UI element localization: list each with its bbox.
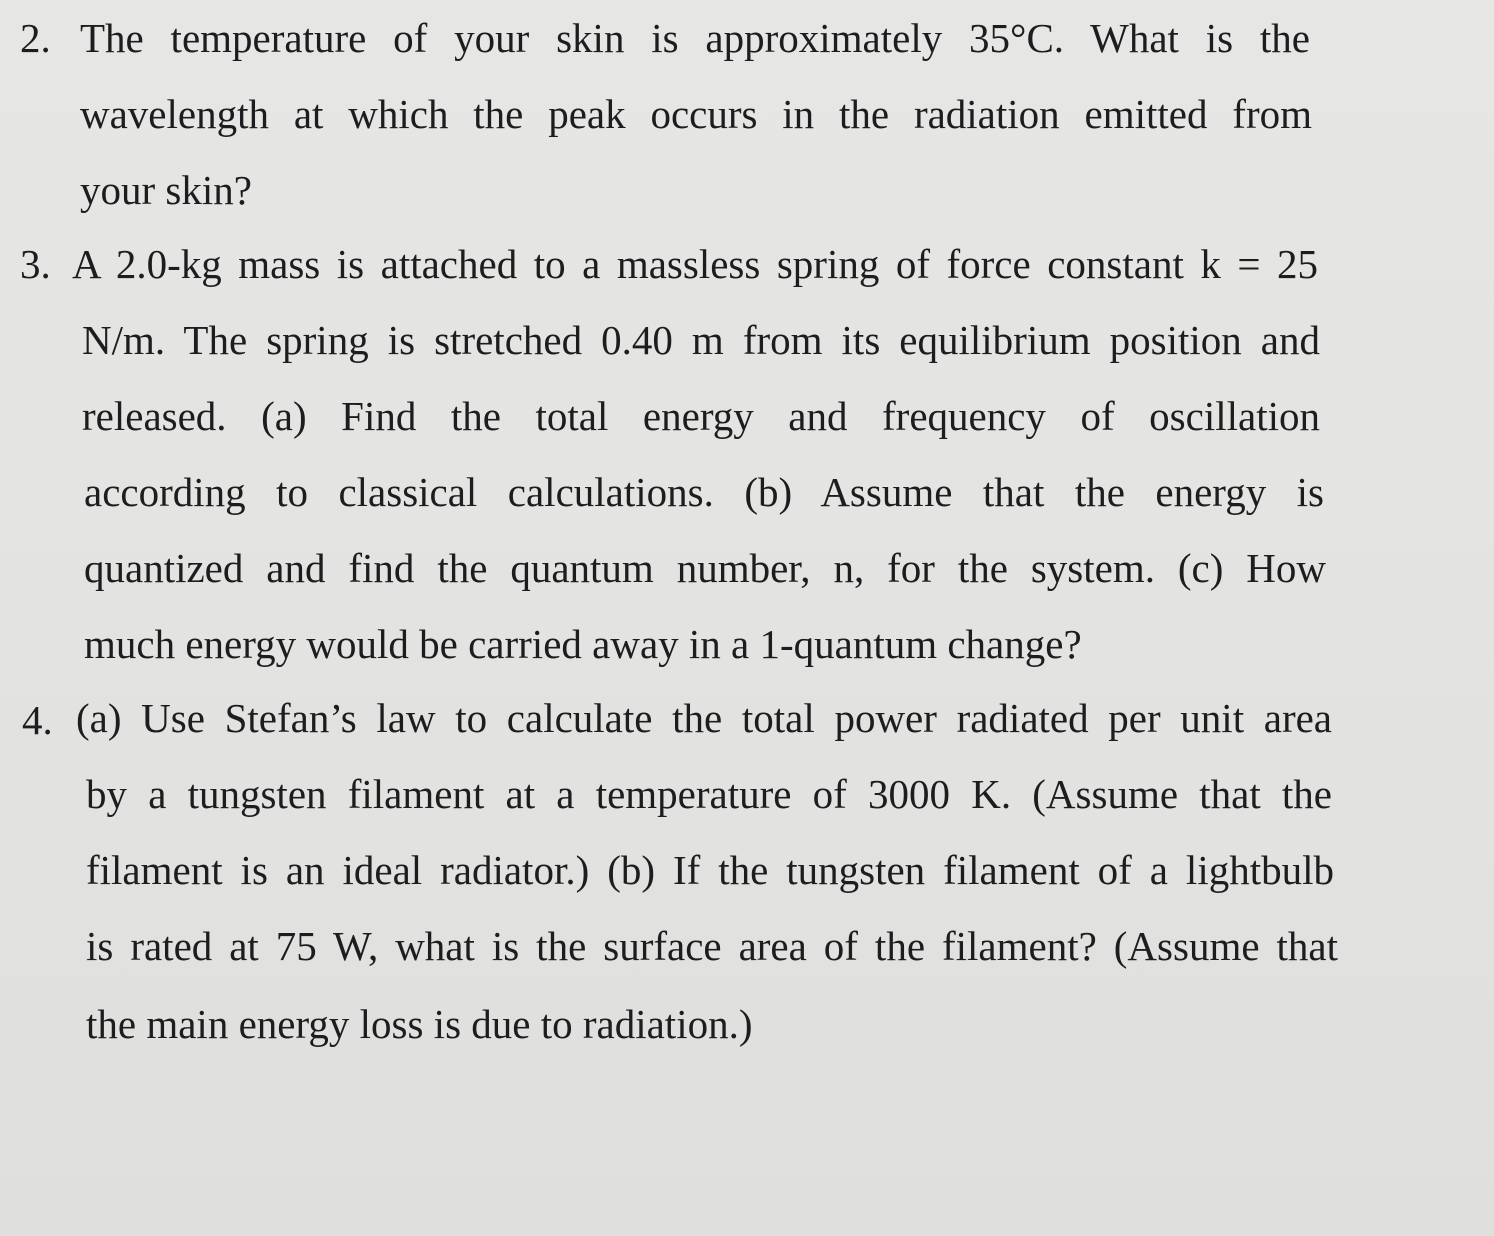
problem-text-line: wavelength at which the peak occurs in the radiation emitted from <box>80 91 1312 137</box>
problem-text-line: is rated at 75 W, what is the surface area of the filament? (Assume that <box>86 923 1338 969</box>
problem-text-line: quantized and find the quantum number, n, for the system. (c) How <box>84 545 1326 591</box>
problem-text-line: according to classical calculations. (b) Assume that the energy is <box>84 469 1324 515</box>
problem-text-line: by a tungsten filament at a temperature of 3000 K. (Assume that the <box>86 771 1332 817</box>
problem-number: 3. <box>20 241 51 287</box>
problem-number: 2. <box>20 15 51 61</box>
problem-text-line: released. (a) Find the total energy and frequency of oscillation <box>82 393 1320 439</box>
problem-text-line: filament is an ideal radiator.) (b) If the tungsten filament of a lightbulb <box>86 847 1334 893</box>
problem-text-line: your skin? <box>80 167 252 213</box>
problem-text-line: much energy would be carried away in a 1-quantum change? <box>84 621 1082 667</box>
problem-text-line: The temperature of your skin is approximately 35°C. What is the <box>80 15 1310 61</box>
problem-text-line: the main energy loss is due to radiation.) <box>86 1001 753 1047</box>
problem-text-line: N/m. The spring is stretched 0.40 m from its equilibrium position and <box>82 317 1320 363</box>
problem-number: 4. <box>22 697 53 743</box>
problem-text-line: (a) Use Stefan’s law to calculate the total power radiated per unit area <box>76 695 1332 741</box>
problem-text-line: A 2.0-kg mass is attached to a massless spring of force constant k = 25 <box>72 241 1318 287</box>
